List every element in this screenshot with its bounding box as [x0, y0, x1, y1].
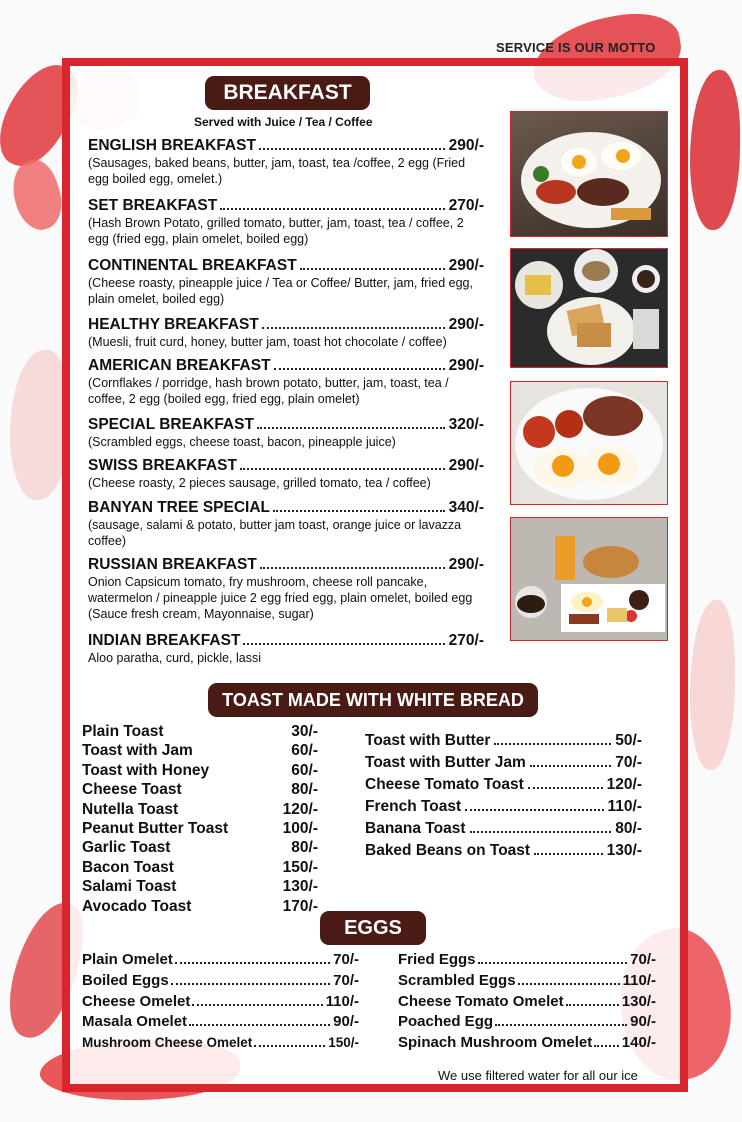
egg-item-price: 110/-: [325, 992, 359, 1010]
breakfast-item-description: Aloo paratha, curd, pickle, lassi: [88, 651, 262, 665]
egg-item: [82, 950, 359, 971]
toast-item-name: Banana Toast: [365, 820, 466, 837]
breakfast-item-description: (Cheese roasty, 2 pieces sausage, grilled tomato, tea / coffee): [88, 476, 431, 490]
toast-item-price: 110/-: [607, 798, 642, 815]
breakfast-item: [88, 197, 484, 247]
breakfast-item-price: 290/-: [448, 257, 484, 274]
dot-leader: [530, 765, 612, 767]
petal-decoration: [690, 600, 735, 770]
egg-item-name: Mushroom Cheese Omelet: [82, 1035, 253, 1051]
eggs-left-list: [82, 950, 359, 1054]
breakfast-item-name: BANYAN TREE SPECIAL: [88, 499, 271, 516]
toast-item-name: Toast with Butter: [365, 732, 491, 749]
egg-item: [398, 950, 656, 971]
toast-item: [82, 780, 318, 799]
toast-item-price: 100/-: [282, 819, 318, 837]
breakfast-item-description: (Cornflakes / porridge, hash brown potato, butter, jam, toast, tea / coffee, 2 egg (boiled egg, fried egg, plain omelet): [88, 376, 449, 406]
breakfast-item-row: [88, 416, 484, 434]
breakfast-item-description: (Hash Brown Potato, grilled tomato, butter, jam, toast, tea / coffee, 2 egg (fried egg, plain omelet, boiled egg): [88, 216, 464, 246]
dot-leader: [478, 962, 628, 964]
toast-item: [82, 877, 318, 896]
toast-item-name: Toast with Honey: [82, 761, 210, 779]
dot-leader: [465, 809, 603, 811]
toast-item-price: 150/-: [282, 858, 318, 876]
egg-item: [398, 971, 656, 992]
breakfast-item-name: ENGLISH BREAKFAST: [88, 137, 256, 154]
toast-item-name: Cheese Toast: [82, 781, 182, 799]
breakfast-item: [88, 556, 484, 622]
dot-leader: [260, 567, 445, 569]
breakfast-item-description: (Sausages, baked beans, butter, jam, toast, tea /coffee, 2 egg (Fried egg boiled egg, omelet.): [88, 156, 466, 186]
breakfast-item-price: 340/-: [448, 499, 484, 516]
dot-leader: [273, 510, 445, 512]
toast-left-list: [82, 722, 318, 916]
breakfast-item-name: SWISS BREAKFAST: [88, 457, 237, 474]
egg-item-name: Masala Omelet: [82, 1013, 188, 1031]
egg-item-name: Cheese Omelet: [82, 992, 191, 1010]
toast-item-price: 80/-: [291, 781, 318, 799]
egg-item-name: Cheese Tomato Omelet: [398, 992, 564, 1010]
egg-item: [398, 992, 656, 1013]
breakfast-item-name: SET BREAKFAST: [88, 197, 218, 214]
dot-leader: [494, 743, 611, 745]
dot-leader: [495, 1024, 627, 1026]
egg-item: [82, 1033, 359, 1054]
egg-item-price: 130/-: [621, 992, 656, 1010]
dot-leader: [240, 468, 445, 470]
egg-item: [398, 1033, 656, 1054]
egg-item-name: Spinach Mushroom Omelet: [398, 1034, 593, 1052]
breakfast-item-description: (Cheese roasty, pineapple juice / Tea or Coffee/ Butter, jam, fried egg, plain omelet, boiled egg): [88, 276, 473, 306]
toast-item-price: 70/-: [615, 754, 642, 771]
dot-leader: [259, 148, 445, 150]
dot-leader: [243, 643, 444, 645]
toast-item: [365, 796, 642, 818]
toast-item: [365, 774, 642, 796]
toast-item-name: Baked Beans on Toast: [365, 842, 531, 859]
toast-item-price: 80/-: [615, 820, 642, 837]
toast-item-name: Peanut Butter Toast: [82, 819, 229, 837]
breakfast-item-price: 290/-: [448, 316, 484, 333]
breakfast-item-row: [88, 457, 484, 475]
petal-decoration: [690, 70, 740, 230]
toast-item: [365, 818, 642, 840]
toast-item-name: Bacon Toast: [82, 858, 174, 876]
dot-leader: [534, 853, 603, 855]
breakfast-item-row: [88, 137, 484, 155]
toast-item-name: Cheese Tomato Toast: [365, 776, 524, 793]
breakfast-item-price: 290/-: [448, 556, 484, 573]
toast-item-name: Avocado Toast: [82, 897, 192, 915]
breakfast-item-description: (Scrambled eggs, cheese toast, bacon, pineapple juice): [88, 435, 396, 449]
toast-item: [82, 741, 318, 760]
toast-item-name: Toast with Butter Jam: [365, 754, 526, 771]
breakfast-subtitle: Served with Juice / Tea / Coffee: [194, 115, 373, 129]
egg-item-price: 90/-: [630, 1013, 656, 1031]
egg-item-name: Poached Egg: [398, 1013, 494, 1031]
dot-leader: [274, 368, 445, 370]
toast-item-name: French Toast: [365, 798, 462, 815]
dot-leader: [566, 1004, 619, 1006]
breakfast-item-price: 320/-: [448, 416, 484, 433]
toast-item-price: 50/-: [615, 732, 642, 749]
egg-item-name: Plain Omelet: [82, 951, 173, 968]
toast-item: [82, 800, 318, 819]
breakfast-item: [88, 257, 484, 307]
toast-item: [82, 819, 318, 838]
toast-item-price: 130/-: [282, 878, 318, 896]
toast-item-price: 120/-: [606, 776, 642, 793]
dot-leader: [518, 983, 620, 985]
breakfast-item-row: [88, 632, 484, 650]
breakfast-item-price: 290/-: [448, 357, 484, 374]
dot-leader: [528, 787, 603, 789]
toast-item: [82, 858, 318, 877]
toast-item-price: 60/-: [291, 761, 318, 779]
breakfast-item-price: 270/-: [448, 197, 484, 214]
breakfast-item-name: INDIAN BREAKFAST: [88, 632, 241, 649]
toast-right-list: [365, 730, 642, 862]
continental-breakfast-photo: [510, 248, 668, 368]
eggs-title: EGGS: [320, 911, 426, 945]
dot-leader: [171, 983, 330, 985]
toast-item: [365, 840, 642, 862]
breakfast-title: BREAKFAST: [205, 76, 370, 110]
toast-item-price: 80/-: [291, 839, 318, 857]
breakfast-item: [88, 457, 484, 491]
banyan-breakfast-photo: [510, 517, 668, 641]
dot-leader: [220, 208, 444, 210]
toast-item: [82, 838, 318, 857]
toast-item: [82, 897, 318, 916]
breakfast-item-price: 270/-: [448, 632, 484, 649]
dot-leader: [470, 831, 612, 833]
breakfast-item-description: (Muesli, fruit curd, honey, butter jam, toast hot chocolate / coffee): [88, 335, 447, 349]
dot-leader: [594, 1045, 619, 1047]
breakfast-item-row: [88, 316, 484, 334]
toast-item-price: 60/-: [291, 742, 318, 760]
toast-item: [82, 761, 318, 780]
petal-decoration: [10, 350, 70, 500]
toast-item-price: 130/-: [606, 842, 642, 859]
breakfast-item-price: 290/-: [448, 137, 484, 154]
breakfast-item: [88, 316, 484, 350]
english-breakfast-photo: [510, 111, 668, 237]
breakfast-item: [88, 137, 484, 187]
egg-item-price: 90/-: [333, 1013, 359, 1031]
breakfast-item-name: CONTINENTAL BREAKFAST: [88, 257, 297, 274]
egg-item-price: 70/-: [333, 951, 359, 968]
motto-text: SERVICE IS OUR MOTTO: [496, 40, 656, 55]
toast-item-name: Nutella Toast: [82, 800, 179, 818]
breakfast-item-name: SPECIAL BREAKFAST: [88, 416, 254, 433]
dot-leader: [257, 427, 445, 429]
dot-leader: [175, 962, 330, 964]
footer-note: We use filtered water for all our ice: [438, 1068, 638, 1083]
egg-item: [398, 1012, 656, 1033]
toast-item: [365, 752, 642, 774]
dot-leader: [192, 1004, 322, 1006]
egg-item-price: 150/-: [328, 1035, 359, 1051]
dot-leader: [300, 268, 445, 270]
breakfast-item: [88, 499, 484, 549]
egg-item: [82, 992, 359, 1013]
toast-item-name: Garlic Toast: [82, 839, 171, 857]
dot-leader: [262, 327, 445, 329]
egg-item: [82, 971, 359, 992]
toast-item-name: Toast with Jam: [82, 742, 193, 760]
breakfast-item-description: (sausage, salami & potato, butter jam toast, orange juice or lavazza coffee): [88, 518, 462, 548]
egg-item-name: Boiled Eggs: [82, 971, 169, 989]
toast-item-price: 30/-: [291, 723, 318, 740]
special-breakfast-photo: [510, 381, 668, 505]
egg-item-name: Scrambled Eggs: [398, 971, 516, 989]
toast-item-price: 170/-: [282, 897, 318, 915]
breakfast-item-row: [88, 257, 484, 275]
toast-title: TOAST MADE WITH WHITE BREAD: [208, 683, 538, 717]
eggs-right-list: [398, 950, 656, 1054]
breakfast-item-name: RUSSIAN BREAKFAST: [88, 556, 257, 573]
dot-leader: [254, 1045, 325, 1047]
breakfast-item-row: [88, 197, 484, 215]
toast-item: [82, 722, 318, 741]
egg-item-price: 70/-: [333, 971, 359, 989]
breakfast-item: [88, 632, 484, 666]
egg-item-price: 140/-: [621, 1034, 656, 1052]
breakfast-item: [88, 357, 484, 407]
egg-item-price: 70/-: [630, 951, 656, 968]
egg-item-price: 110/-: [622, 971, 656, 989]
toast-item-name: Plain Toast: [82, 723, 164, 740]
breakfast-item-description: Onion Capsicum tomato, fry mushroom, cheese roll pancake, watermelon / pineapple juice 2 egg fried egg, plain omelet, boiled egg (Sauce fresh cream, Mayonnaise, sugar): [88, 575, 473, 621]
dot-leader: [189, 1024, 330, 1026]
toast-item-name: Salami Toast: [82, 878, 177, 896]
petal-decoration: [3, 154, 70, 236]
egg-item-name: Fried Eggs: [398, 951, 476, 968]
toast-item-price: 120/-: [282, 800, 318, 818]
breakfast-item-name: HEALTHY BREAKFAST: [88, 316, 259, 333]
breakfast-item-row: [88, 357, 484, 375]
breakfast-item: [88, 416, 484, 450]
toast-item: [365, 730, 642, 752]
breakfast-item-row: [88, 556, 484, 574]
breakfast-item-price: 290/-: [448, 457, 484, 474]
breakfast-item-row: [88, 499, 484, 517]
breakfast-item-name: AMERICAN BREAKFAST: [88, 357, 271, 374]
egg-item: [82, 1012, 359, 1033]
